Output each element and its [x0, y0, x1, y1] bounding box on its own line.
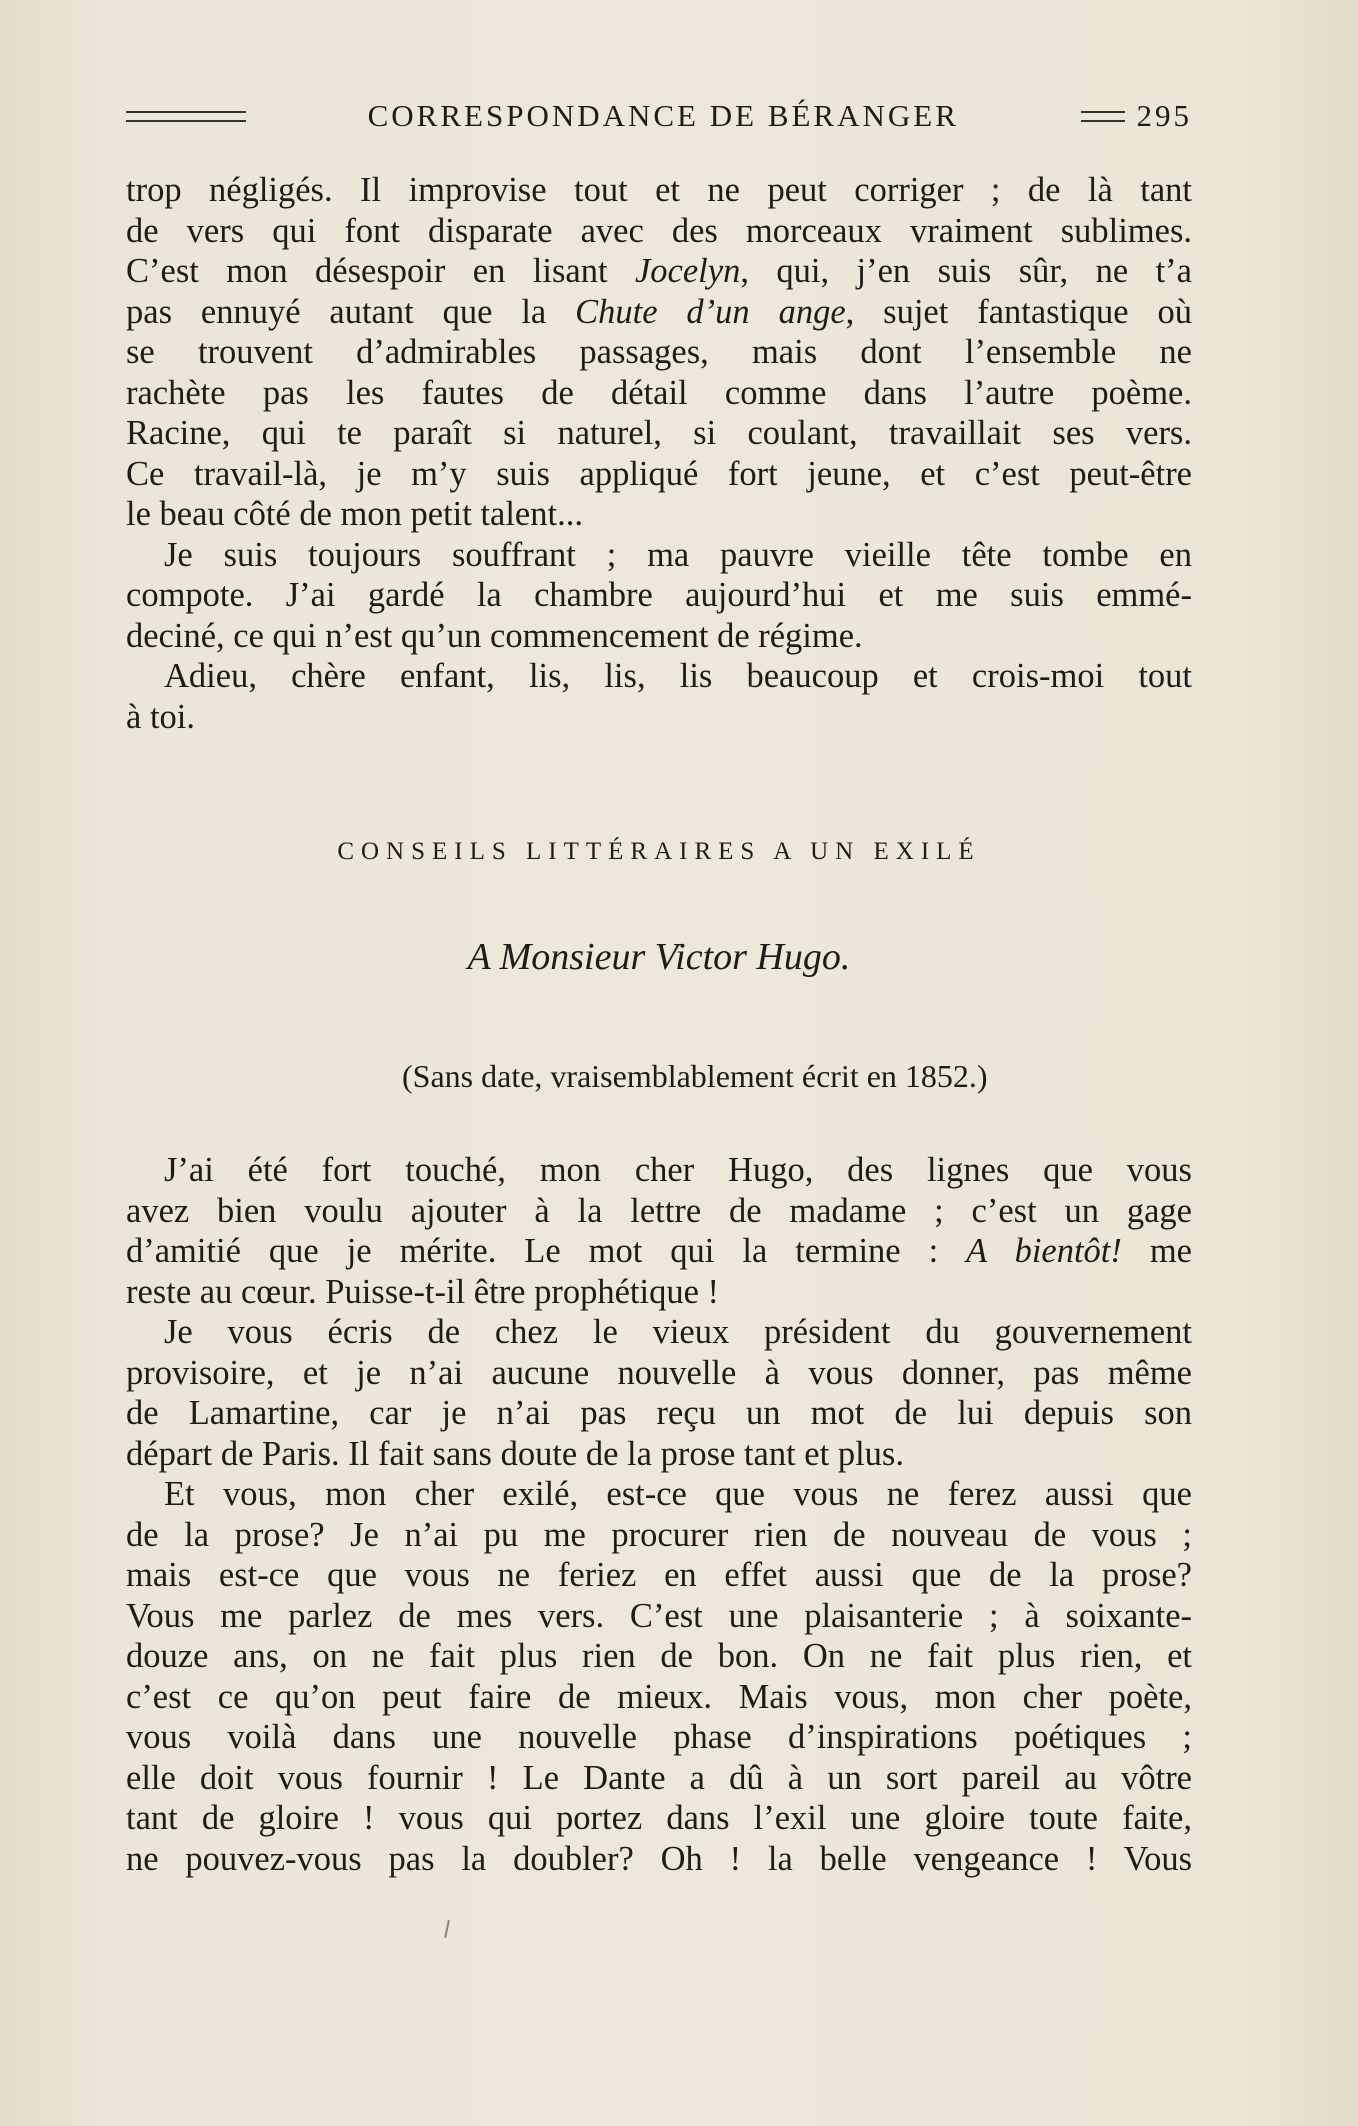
text-line: elle doit vous fournir ! Le Dante a dû à un sort pareil au vôtre: [126, 1758, 1192, 1797]
text-line: deciné, ce qui n’est qu’un commencement de régime.: [126, 616, 863, 655]
section-title: CONSEILS LITTÉRAIRES A UN EXILÉ: [337, 838, 981, 865]
text-line: compote. J’ai gardé la chambre aujourd’hui et me suis emmé-: [126, 576, 1192, 614]
text-line: Je suis toujours souffrant ; ma pauvre vieille tête tombe en: [164, 535, 1192, 574]
text-line: Je vous écris de chez le vieux président du gouvernement: [164, 1313, 1192, 1351]
paper-mark: [444, 1920, 450, 1938]
text-line: Racine, qui te paraît si naturel, si coulant, travaillait ses vers.: [126, 414, 1192, 452]
text-line: à toi.: [126, 697, 195, 736]
italic-title: Jocelyn: [634, 252, 741, 290]
text-line: se trouvent d’admirables passages, mais dont l’ensemble ne: [126, 333, 1192, 371]
letter-body: [126, 1150, 1192, 1879]
text-line: mais est-ce que vous ne feriez en effet aussi que de la prose?: [126, 1556, 1192, 1594]
text-line: départ de Paris. Il fait sans doute de la prose tant et plus.: [126, 1434, 904, 1473]
text-line: pas ennuyé autant que la Chute d’un ange, sujet fantastique où: [126, 292, 1192, 331]
text-line: Adieu, chère enfant, lis, lis, lis beaucoup et crois-moi tout: [164, 657, 1192, 695]
running-head: [126, 96, 1192, 136]
text-line: tant de gloire ! vous qui portez dans l’exil une gloire toute faite,: [126, 1799, 1192, 1837]
text-line: de Lamartine, car je n’ai pas reçu un mot de lui depuis son: [126, 1394, 1192, 1432]
text-line: J’ai été fort touché, mon cher Hugo, des lignes que vous: [164, 1151, 1192, 1189]
letter-dateline: (Sans date, vraisemblablement écrit en 1852.): [402, 1058, 988, 1094]
text-line: ne pouvez-vous pas la doubler? Oh ! la belle vengeance ! Vous: [126, 1839, 1192, 1878]
text-line: trop négligés. Il improvise tout et ne peut corriger ; de là tant: [126, 171, 1192, 209]
header-rule-left: [126, 111, 246, 122]
text-line: de vers qui font disparate avec des morceaux vraiment sublimes.: [126, 211, 1192, 250]
text-line: rachète pas les fautes de détail comme dans l’autre poème.: [126, 373, 1192, 412]
text-line: Et vous, mon cher exilé, est-ce que vous ne ferez aussi que: [164, 1475, 1192, 1513]
text-line: C’est mon désespoir en lisant Jocelyn, qui, j’en suis sûr, ne t’a: [126, 252, 1192, 290]
text-line: Ce travail-là, je m’y suis appliqué fort jeune, et c’est peut-être: [126, 454, 1192, 493]
text-line: provisoire, et je n’ai aucune nouvelle à vous donner, pas même: [126, 1353, 1192, 1392]
letter-addressee: A Monsieur Victor Hugo.: [467, 936, 851, 978]
italic-title: A bientôt!: [966, 1232, 1122, 1270]
page-number: 295: [1136, 98, 1192, 133]
text-line: reste au cœur. Puisse-t-il être prophétique !: [126, 1272, 720, 1311]
text-line: douze ans, on ne fait plus rien de bon. On ne fait plus rien, et: [126, 1637, 1192, 1675]
letter-continuation: [126, 170, 1192, 737]
text-line: c’est ce qu’on peut faire de mieux. Mais vous, mon cher poète,: [126, 1677, 1192, 1716]
text-line: vous voilà dans une nouvelle phase d’inspirations poétiques ;: [126, 1718, 1192, 1756]
text-line: de la prose? Je n’ai pu me procurer rien de nouveau de vous ;: [126, 1515, 1192, 1554]
italic-title: Chute d’un ange: [575, 292, 846, 331]
text-line: Vous me parlez de mes vers. C’est une plaisanterie ; à soixante-: [126, 1596, 1192, 1635]
text-line: avez bien voulu ajouter à la lettre de madame ; c’est un gage: [126, 1191, 1192, 1230]
running-head-right: [1081, 98, 1193, 134]
header-rule-right: [1081, 111, 1125, 122]
running-head-title: CORRESPONDANCE DE BÉRANGER: [367, 98, 959, 133]
text-line: d’amitié que je mérite. Le mot qui la termine : A bientôt! me: [126, 1232, 1192, 1270]
text-line: le beau côté de mon petit talent...: [126, 495, 583, 533]
